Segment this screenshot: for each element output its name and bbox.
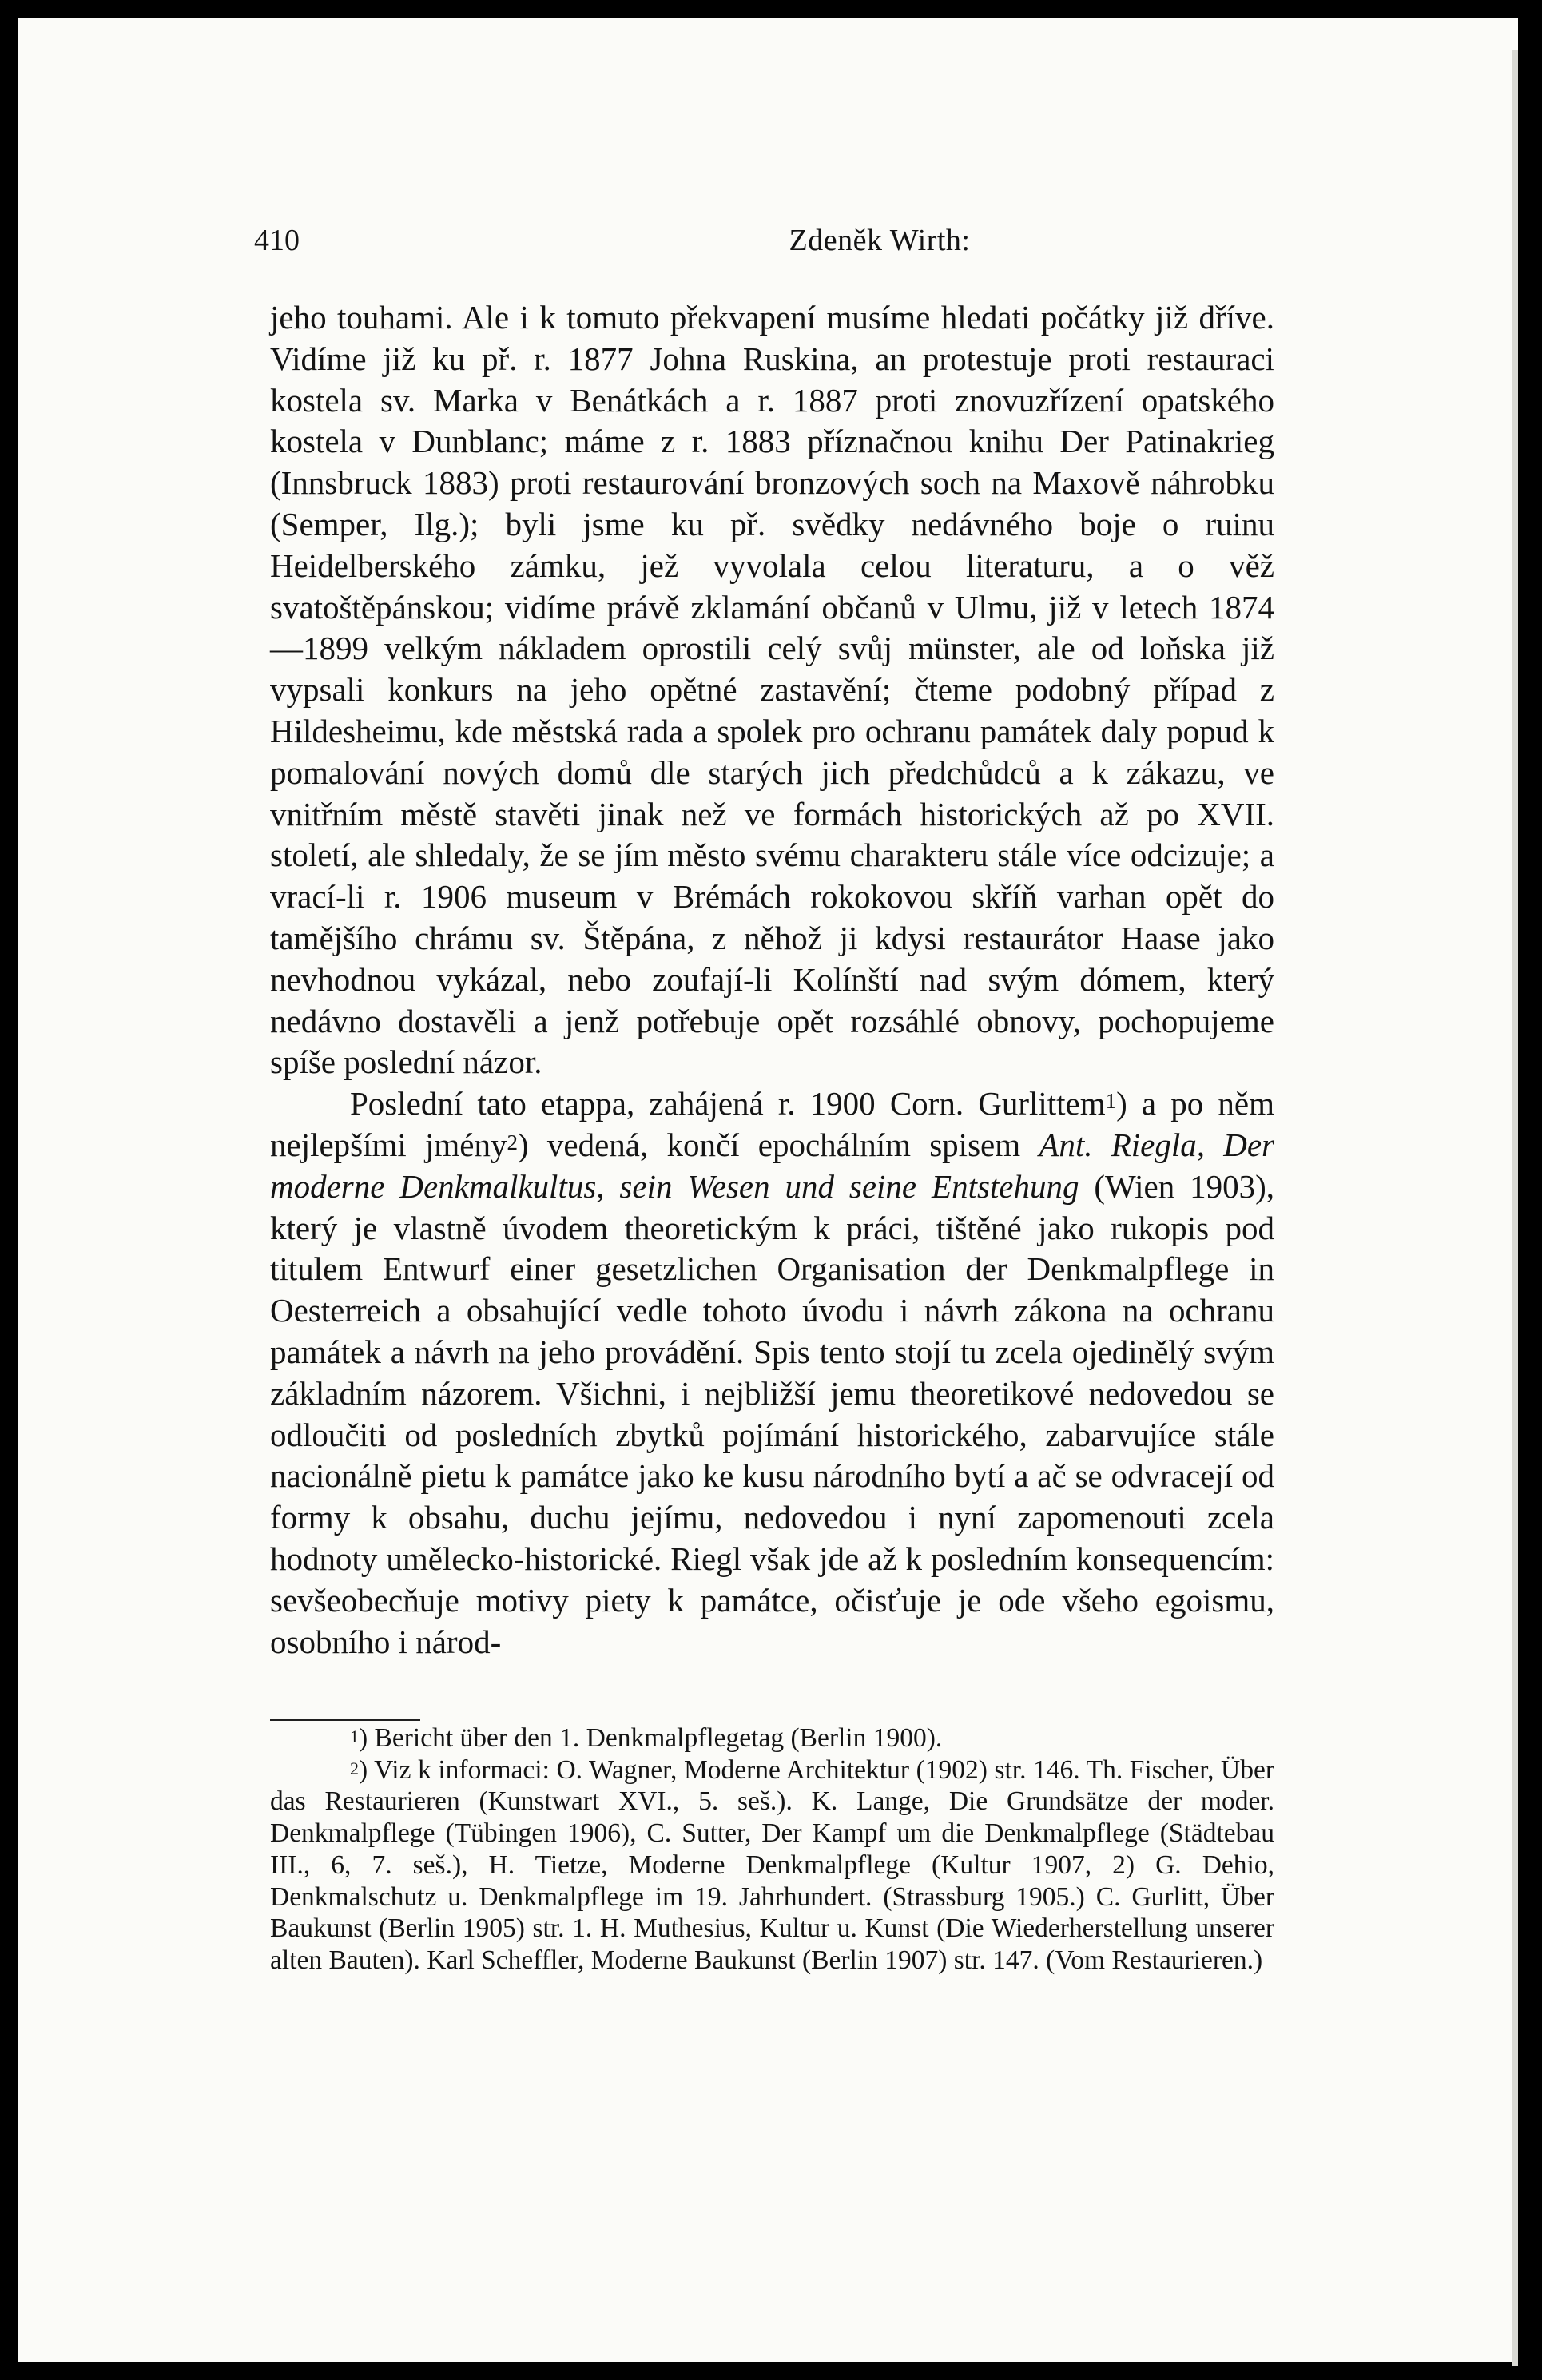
paragraph-text: ) a po něm nejlepšími jmény [270, 1085, 1274, 1163]
footnotes [270, 1722, 1274, 1977]
paragraph: jeho touhami. Ale i k tomuto překvapení musíme hledati počátky již dříve. Vidíme již ku př. r. 1877 Johna Ruskina, an protestuje proti restauraci kostela sv. Marka v Benátkách a r. 1887 proti znovuzřízení opatského kostela v Dunblanc; máme z r. 1883 příznačnou knihu Der Patinakrieg (Innsbruck 1883) proti restaurování bronzových soch na Maxově náhrobku (Semper, Ilg.); byli jsme ku př. svědky nedávného boje o ruinu Heidelberského zámku, jež vyvolala celou literaturu, a o věž svatoštěpánskou; vidíme právě zklamání občanů v Ulmu, již v letech 1874—1899 velkým nákladem oprostili celý svůj münster, ale od loňska již vypsali konkurs na jeho opětné zastavění; čteme podobný případ z Hildesheimu, kde městská rada a spolek pro ochranu památek daly popud k pomalování nových domů dle starých jich předchůdců a k zákazu, ve vnitřním městě stavěti jinak než ve formách historických až po XVII. století, ale shledaly, že se jím město svému charakteru stále více odcizuje; a vrací-li r. 1906 museum v Brémách rokokovou skříň varhan opět do tamějšího chrámu sv. Štěpána, z něhož ji kdysi restaurátor Haase jako nevhodnou vykázal, nebo zoufají-li Kolínští nad svým dómem, který nedávno dostavěli a jenž potřebuje opět rozsáhlé obnovy, pochopujeme spíše poslední názor. [270, 299, 1274, 1081]
footnote [270, 1722, 1274, 1754]
page-edge [1512, 50, 1518, 2366]
footnote-ref: 1 [1105, 1089, 1117, 1114]
paragraph-text: Poslední tato etappa, zahájená r. 1900 Corn. Gurlittem [350, 1085, 1106, 1122]
running-head: Zdeněk Wirth: [789, 224, 971, 257]
footnote-marker: 1 [350, 1726, 359, 1746]
footnote-text: ) Bericht über den 1. Denkmalpflegetag (Berlin 1900). [359, 1723, 943, 1753]
footnote-marker: 2 [350, 1758, 359, 1778]
footnote-text: ) Viz k informaci: O. Wagner, Moderne Architektur (1902) str. 146. Th. Fischer, Über das Restaurieren (Kunstwart XVI., 5. seš.). K. Lange, Die Grundsätze der moder. Denkmalpflege (Tübingen 1906), C. Sutter, Der Kampf um die Denkmalpflege (Städtebau III., 6, 7. seš.), H. Tietze, Moderne Denkmalpflege (Kultur 1907, 2) G. Dehio, Denkmalschutz u. Denkmalpflege im 19. Jahrhundert. (Strassburg 1905.) C. Gurlitt, Über Baukunst (Berlin 1905) str. 1. H. Muthesius, Kultur u. Kunst (Die Wiederherstellung unserer alten Bauten). Karl Scheffler, Moderne Baukunst (Berlin 1907) str. 147. (Vom Restaurieren.) [270, 1754, 1274, 1975]
book-title: Ant. Riegla, Der moderne Denkmalkultus, sein Wesen und seine Entstehung [270, 1126, 1274, 1205]
paragraph [270, 1083, 1274, 1663]
footnote [270, 1754, 1274, 1977]
paragraph-text: ) vedená, končí epochálním spisem [518, 1126, 1039, 1163]
paragraph-text: (Wien 1903), který je vlastně úvodem theoretickým k práci, tištěné jako rukopis pod titulem Entwurf einer gesetzlichen Organisation der Denkmalpflege in Oesterreich a obsahující vedle tohoto úvodu i návrh zákona na ochranu památek a návrh na jeho provádění. Spis tento stojí tu zcela ojedinělý svým základním názorem. Všichni, i nejbližší jemu theoretikové nedovedou se odloučiti od posledních zbytků pojímání historického, zabarvujíce stále nacionálně pietu k památce jako ke kusu národního bytí a ač se odvracejí od formy k obsahu, duchu jejímu, nedovedou i nyní zapomenouti zcela hodnoty umělecko-historické. Riegl však jde až k posledním konsequencím: sevšeobecňuje motivy piety k památce, očisťuje je ode všeho egoismu, osobního i národ- [270, 1167, 1274, 1660]
page-header [254, 223, 1293, 261]
page-number: 410 [254, 224, 300, 257]
footnote-rule [270, 1719, 420, 1721]
body-text [270, 297, 1274, 1663]
footnote-ref: 2 [507, 1130, 519, 1154]
